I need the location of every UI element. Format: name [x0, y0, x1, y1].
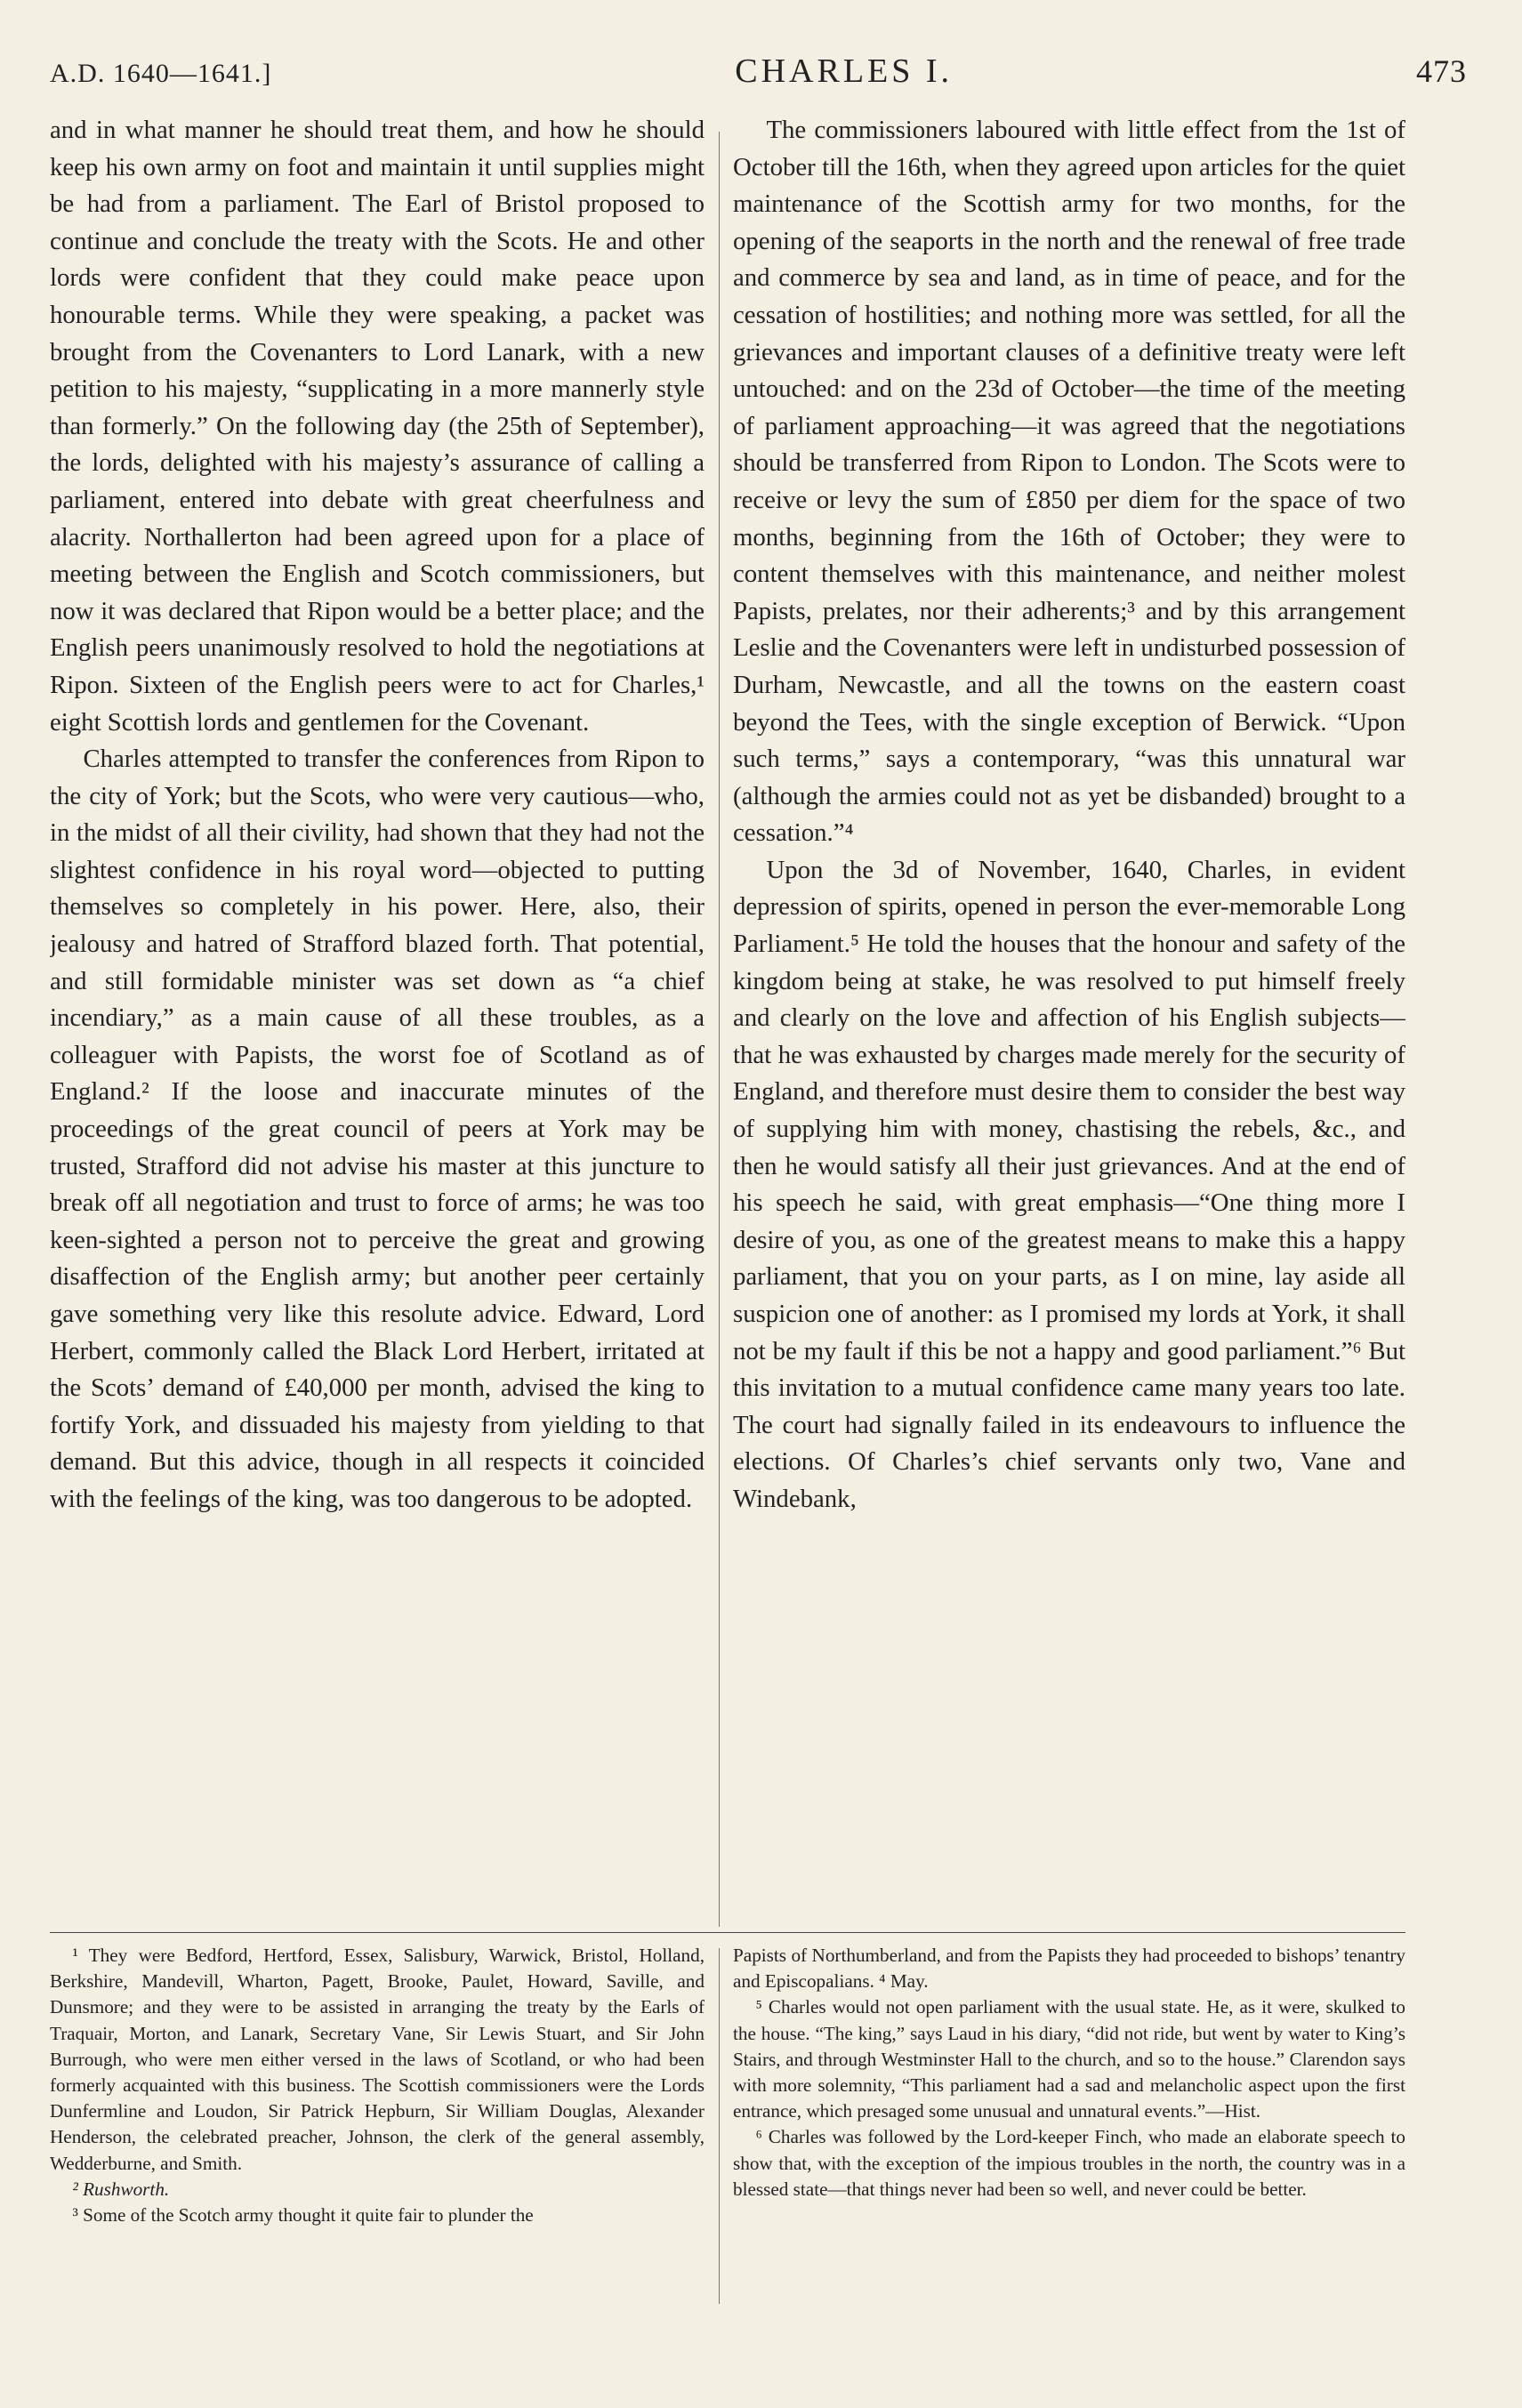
footnote-rule — [50, 1932, 1405, 1933]
left-paragraph-2: Charles attempted to transfer the conferences from Ripon to the city of York; but the Scots, who were very cautious—who, in the midst of all their civility, had shown that they had not the slightest confidence in his royal word—objected to putting themselves so completely in his power. Here, also, their jealousy and hatred of Strafford blazed forth. That potential, and still formidable minister was set down as “a chief incendiary,” as a main cause of all these troubles, as a colleaguer with Papists, the worst foe of Scotland as of England.² If the loose and inaccurate minutes of the proceedings of the great council of peers at York may be trusted, Strafford did not advise his master at this juncture to break off all negotiation and trust to force of arms; he was too keen-sighted a person not to perceive the great and growing disaffection of the English army; but another peer certainly gave something very like this resolute advice. Edward, Lord Herbert, commonly called the Black Lord Herbert, irritated at the Scots’ demand of £40,000 per month, advised the king to fortify York, and dissuaded his majesty from yielding to that demand. But this advice, though in all respects it coincided with the feelings of the king, was too dangerous to be adopted. — [50, 745, 705, 1513]
header-date-range: A.D. 1640—1641.] — [50, 59, 272, 88]
right-paragraph-1: The commissioners laboured with little effect from the 1st of October till the 16th, when they agreed upon articles for the quiet maintenance of the Scottish army for two months, for the opening of the seaports in the north and the renewal of free trade and commerce by sea and land, as in time of peace, and for the cessation of hostilities; and nothing more was settled, for all the grievances and important clauses of a definitive treaty were left untouched: and on the 23d of October—the time of the meeting of parliament approaching—it was agreed that the negotiations should be transferred from Ripon to London. The Scots were to receive or levy the sum of £850 per diem for the space of two months, beginning from the 16th of October; they were to content themselves with this maintenance, and neither molest Papists, prelates, nor their adherents;³ and by this arrangement Leslie and the Covenanters were left in undisturbed possession of Durham, Newcastle, and all the towns on the eastern coast beyond the Tees, with the single exception of Berwick. “Upon such terms,” says a contemporary, “was this unnatural war (although the armies could not as yet be disbanded) brought to a cessation.”⁴ — [733, 116, 1405, 848]
column-divider — [719, 132, 720, 1927]
footnote-5: ⁵ Charles would not open parliament with the usual state. He, as it were, skulked to the house. “The king,” says Laud in his diary, “did not ride, but went by water to King’s Stairs, and through Westminster Hall to the church, and so to the house.” Clarendon says with more solemnity, “This parliament had a sad and melancholic aspect upon the first entrance, which presaged some unusual and unnatural events.”—Hist. — [733, 1996, 1405, 2122]
footnote-1: ¹ They were Bedford, Hertford, Essex, Salisbury, Warwick, Bristol, Holland, Berkshire, Mandevill, Wharton, Pagett, Brooke, Paulet, Howard, Saville, and Dunsmore; and they were to be assisted in arranging the treaty by the Earls of Traquair, Morton, and Lanark, Secretary Vane, Sir Lewis Stuart, and Sir John Burrough, who were men either versed in the laws of Scotland, or who had been formerly acquainted with this business. The Scottish commissioners were the Lords Dunfermline and Loudon, Sir Patrick Hepburn, Sir William Douglas, Alexander Henderson, the celebrated preacher, Johnson, the clerk of the general assembly, Wedderburne, and Smith. — [50, 1945, 705, 2174]
footnote-2: ² Rushworth. — [72, 2178, 170, 2200]
footnote-3: ³ Some of the Scotch army thought it quite fair to plunder the — [72, 2204, 534, 2227]
page-number: 473 — [1416, 53, 1467, 89]
left-column — [50, 112, 705, 1927]
header-title: CHARLES I. — [735, 52, 954, 90]
right-paragraph-2: Upon the 3d of November, 1640, Charles, in evident depression of spirits, opened in person the ever-memorable Long Parliament.⁵ He told the houses that the honour and safety of the kingdom being at stake, he was resolved to put himself freely and clearly on the love and affection of his English subjects—that he was exhausted by charges made merely for the security of England, and therefore must desire them to consider the best way of supplying him with money, chastising the rebels, &c., and then he would satisfy all their just grievances. And at the end of his speech he said, with great emphasis—“One thing more I desire of you, as one of the greatest means to make this a happy parliament, that you on your parts, as I on mine, lay aside all suspicion one of another: as I promised my lords at York, it shall not be my fault if this be not a happy and good parliament.”⁶ But this invitation to a mutual confidence came many years too late. The court had signally failed in its endeavours to influence the elections. Of Charles’s chief servants only two, Vane and Windebank, — [733, 855, 1405, 1513]
footnotes-left — [50, 1943, 705, 2316]
footnote-6: ⁶ Charles was followed by the Lord-keeper Finch, who made an elaborate speech to show that, with the exception of the impious troubles in the north, the country was in a blessed state—that things never had been so well, and never could be better. — [733, 2126, 1405, 2200]
footnote-column-divider — [719, 1948, 720, 2304]
footnotes-right — [733, 1943, 1405, 2316]
left-paragraph-1: and in what manner he should treat them, and how he should keep his own army on foot and maintain it until supplies might be had from a parliament. The Earl of Bristol proposed to continue and conclude the treaty with the Scots. He and other lords were confident that they could make peace upon honourable terms. While they were speaking, a packet was brought from the Covenanters to Lord Lanark, with a new petition to his majesty, “supplicating in a more mannerly style than formerly.” On the following day (the 25th of September), the lords, delighted with his majesty’s assurance of calling a parliament, entered into debate with great cheerfulness and alacrity. Northallerton had been agreed upon for a place of meeting between the English and Scotch commissioners, but now it was declared that Ripon would be a better place; and the English peers unanimously resolved to hold the negotiations at Ripon. Sixteen of the English peers were to act for Charles,¹ eight Scottish lords and gentlemen for the Covenant. — [50, 116, 705, 737]
right-column — [733, 112, 1405, 1927]
footnote-3-continued: Papists of Northumberland, and from the Papists they had proceeded to bishops’ tenantry and Episcopalians. ⁴ May. — [733, 1945, 1405, 1993]
page-header — [50, 52, 1467, 94]
